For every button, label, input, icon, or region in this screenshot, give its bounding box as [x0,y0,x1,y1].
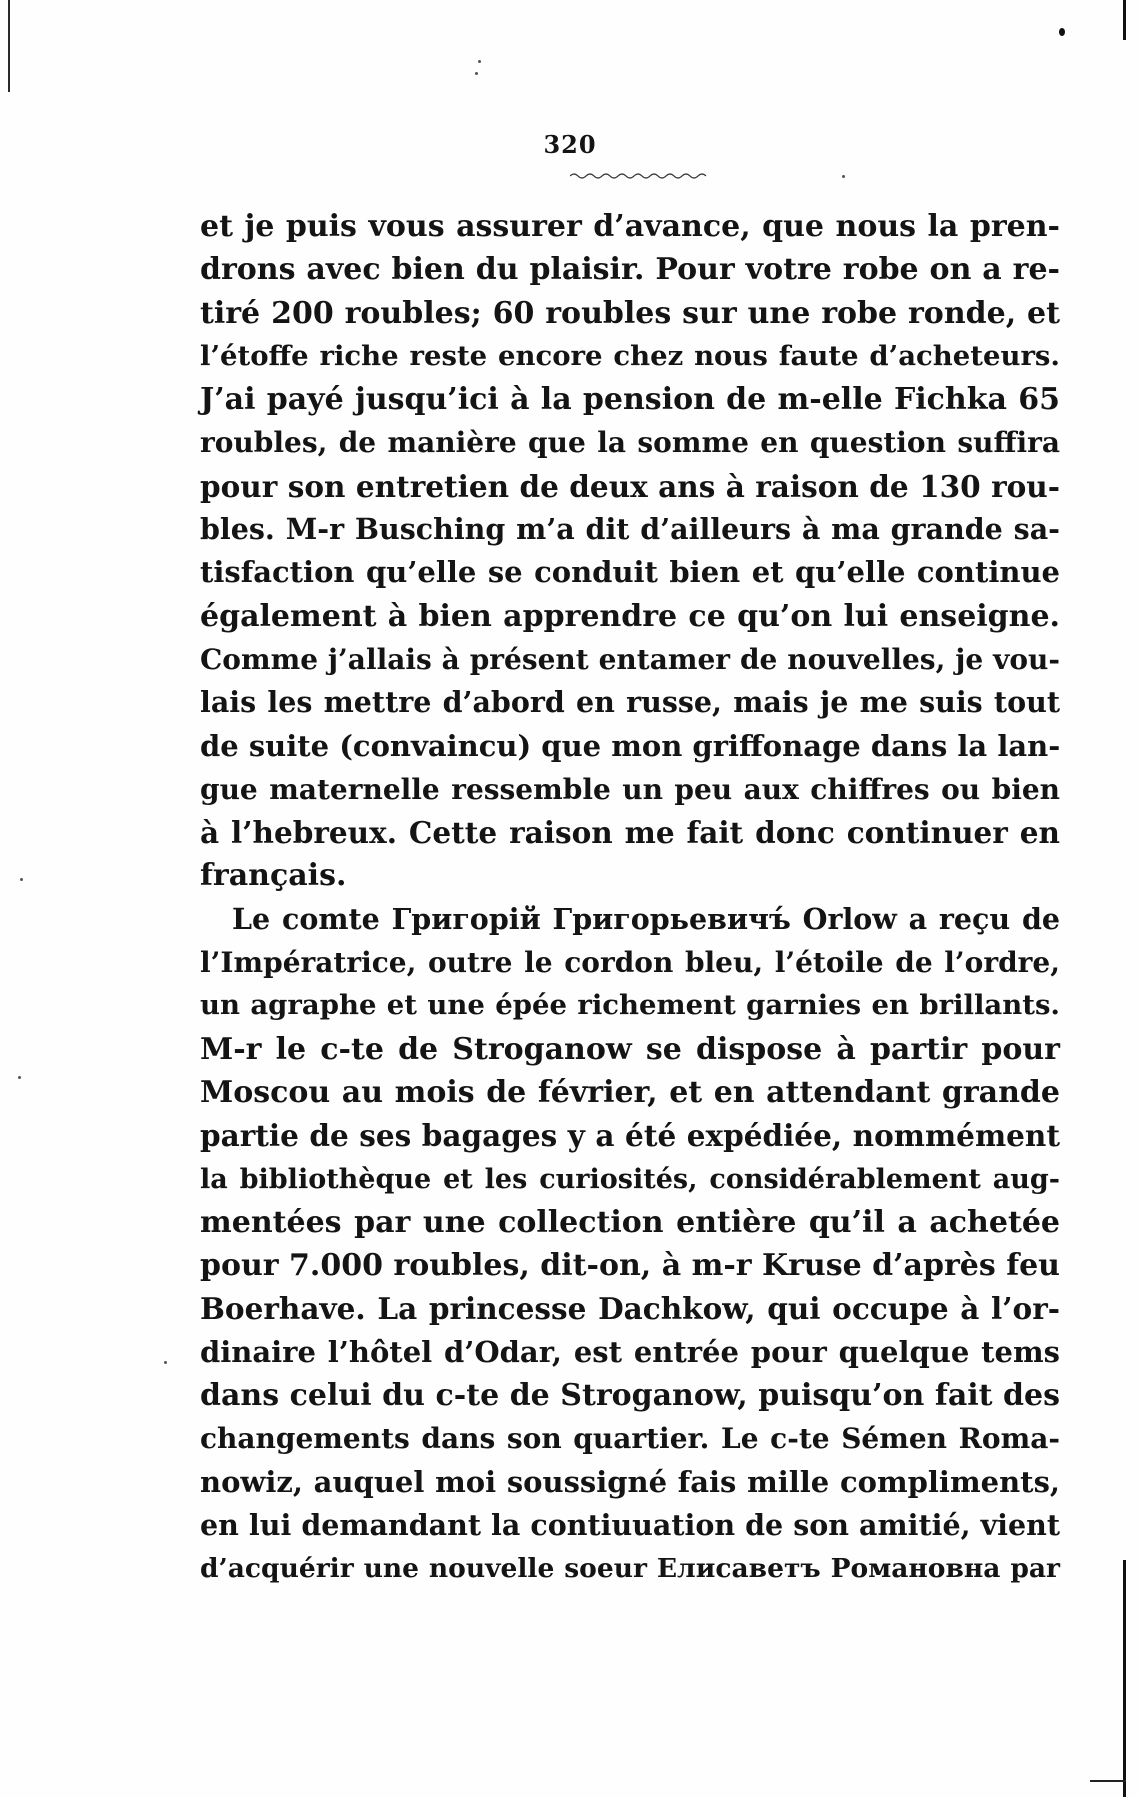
text-line: Le comte Григорій Григорьевичъ́ Orlow a reçu de [232,901,1060,936]
text-line: bles. M-r Busching m’a dit d’ailleurs à ma grande sa- [200,512,1060,547]
ink-speck [18,1076,21,1079]
text-line: pour son entretien de deux ans à raison de 130 rou- [200,468,1060,504]
ink-dot [1059,28,1065,36]
text-line: roubles, de manière que la somme en question suffira [200,426,1060,460]
text-line: la bibliothèque et les curiosités, considérablement aug- [200,1163,1060,1195]
scan-edge-right-top [1123,0,1126,40]
text-line: pour 7.000 roubles, dit-on, à m-r Kruse d’après feu [200,1248,1060,1284]
text-line: tiré 200 roubles; 60 roubles sur une robe ronde, et [200,295,1060,331]
text-line: d’acquérir une nouvelle soeur Елисаветъ Романовна par [200,1553,1060,1585]
paragraph [200,205,1060,898]
text-line: Moscou au mois de février, et en attendant grande [200,1074,1060,1110]
wavy-ornament-rule [570,172,710,180]
ink-speck [475,72,478,75]
ink-speck [164,1361,167,1364]
body-text [200,205,1060,1591]
text-line: nowiz, auquel moi soussigné fais mille compliments, [200,1464,1060,1499]
text-line: l’étoffe riche reste encore chez nous faute d’acheteurs. [200,339,1060,372]
ink-speck [478,60,481,63]
scan-edge-bottom [1090,1780,1126,1782]
text-line: de suite (convaincu) que mon griffonage dans la lan- [200,728,1061,763]
text-line: également à bien apprendre ce qu’on lui enseigne. [200,598,1060,634]
text-line: Boerhave. La princesse Dachkow, qui occupe à l’or- [200,1291,1060,1327]
text-line: drons avec bien du plaisir. Pour votre robe on a re- [200,252,1060,288]
text-line: lais les mettre d’abord en russe, mais je me suis tout [200,685,1060,720]
text-line: J’ai payé jusqu’ici à la pension de m-elle Fichka 65 [200,382,1060,418]
text-line: partie de ses bagages y a été expédiée, nommément [200,1118,1060,1154]
ink-speck [842,175,845,178]
text-line: un agraphe et une épée richement garnies en brillants. [200,989,1060,1022]
text-line: et je puis vous assurer d’avance, que nous la pren- [200,209,1060,244]
text-line: dans celui du c-te de Stroganow, puisqu’on fait des [200,1378,1060,1414]
text-line: mentées par une collection entière qu’il a achetée [200,1204,1060,1240]
text-line: à l’hebreux. Cette raison me fait donc continuer en [200,815,1060,851]
page-number: 320 [543,130,597,159]
ink-speck [20,878,23,881]
text-line: tisfaction qu’elle se conduit bien et qu’elle continue [200,555,1060,590]
text-line: gue maternelle ressemble un peu aux chiffres ou bien [200,772,1060,806]
text-line: dinaire l’hôtel d’Odar, est entrée pour quelque tems [200,1334,1060,1369]
scan-edge-left [8,0,10,92]
text-line: français. [200,858,347,894]
text-line: l’Impératrice, outre le cordon bleu, l’étoile de l’ordre, [200,946,1060,980]
text-line: en lui demandant la contiuuation de son amitié, vient [200,1507,1060,1542]
paragraph [200,898,1060,1591]
text-line: changements dans son quartier. Le c-te Sémen Roma- [200,1422,1060,1456]
scan-edge-right-bottom [1123,1560,1126,1797]
text-line: Comme j’allais à présent entamer de nouvelles, je vou- [200,642,1060,676]
text-line: M-r le c-te de Stroganow se dispose à partir pour [200,1031,1060,1067]
